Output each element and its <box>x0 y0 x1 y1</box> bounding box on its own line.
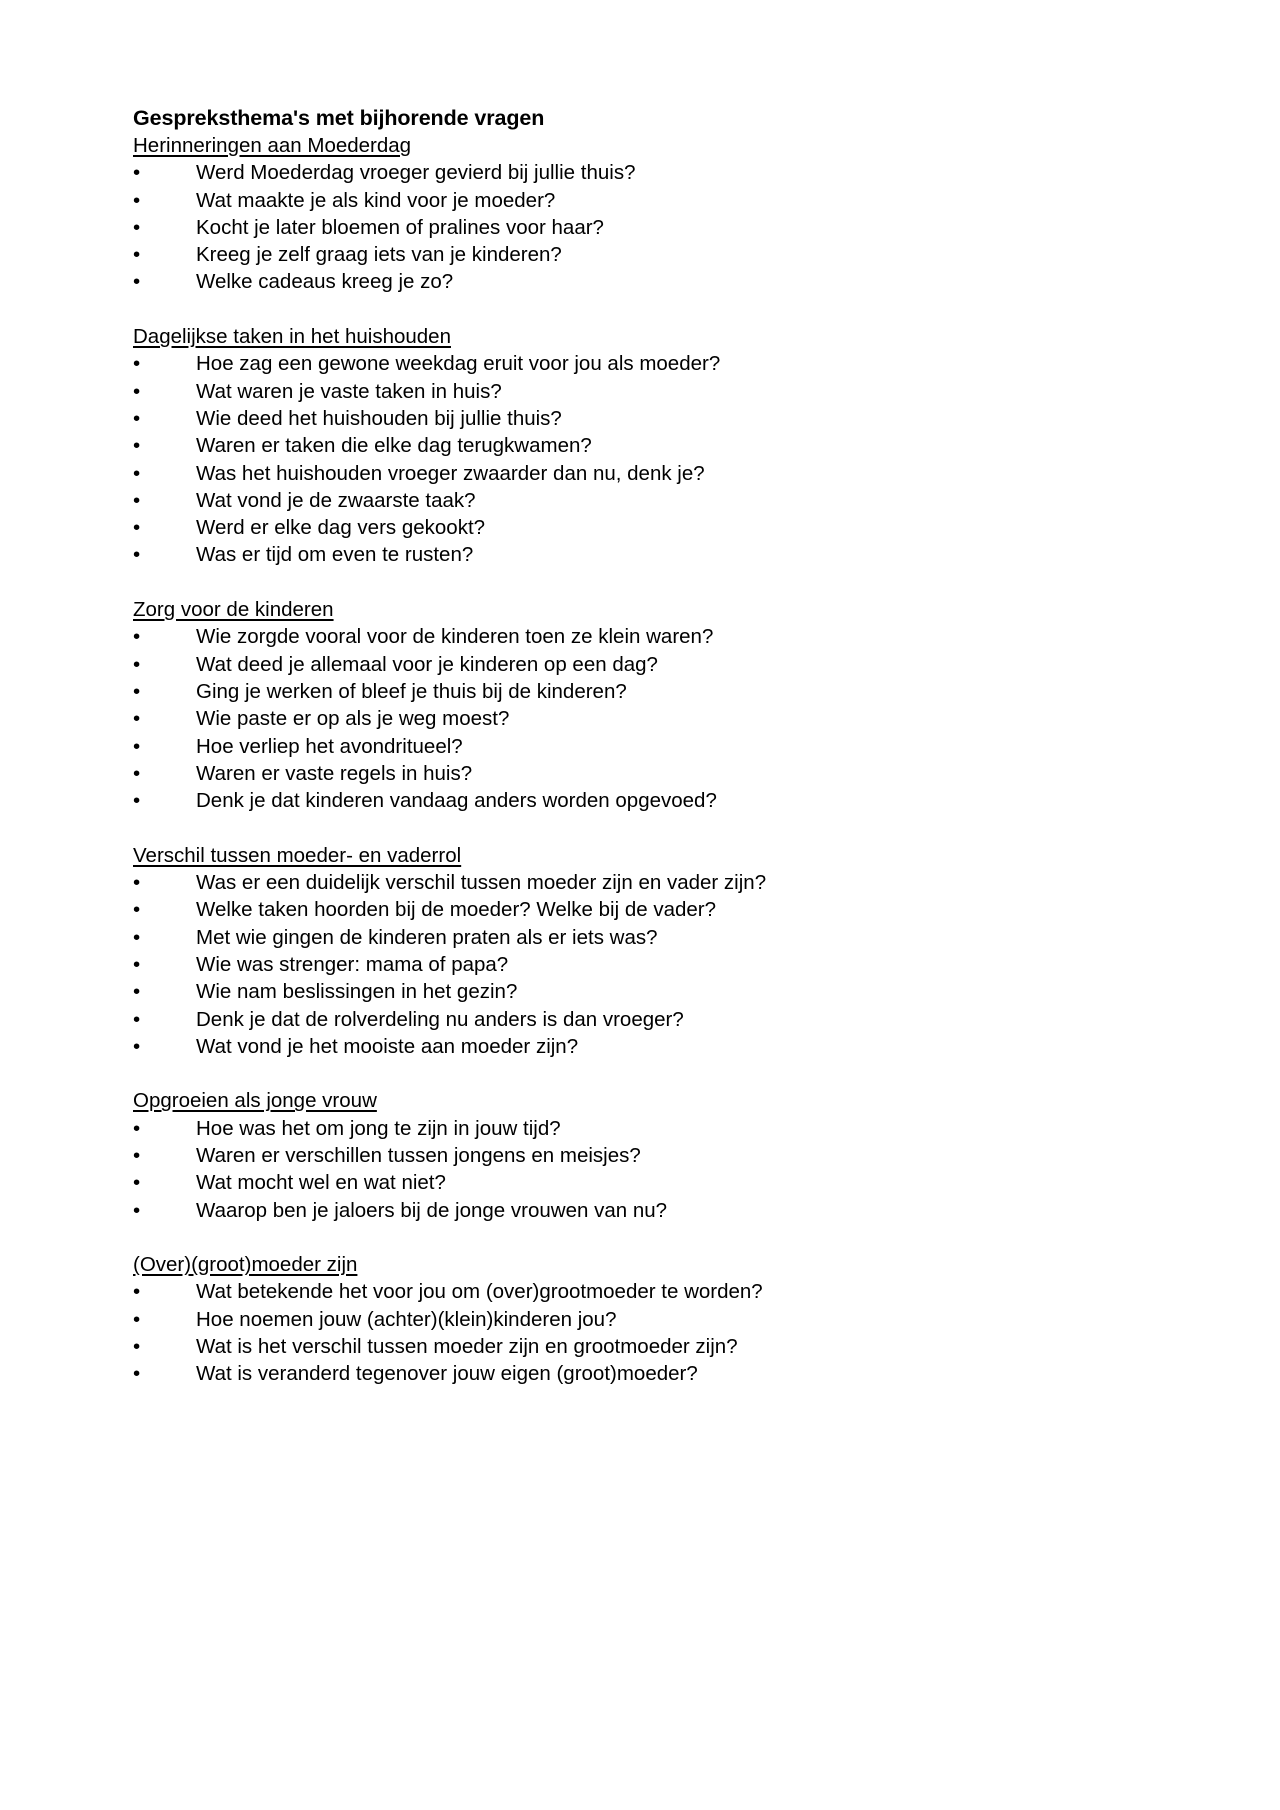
page-title: Gespreksthema's met bijhorende vragen <box>133 106 545 130</box>
list-item <box>133 924 1147 951</box>
bullet-icon: • <box>133 516 141 540</box>
document-section <box>133 1251 1147 1387</box>
list-item <box>133 187 1147 214</box>
section-spacer <box>133 569 1147 596</box>
question-text: Waren er verschillen tussen jongens en meisjes? <box>196 1143 641 1167</box>
question-text: Met wie gingen de kinderen praten als er iets was? <box>196 925 658 949</box>
bullet-icon: • <box>133 352 141 376</box>
question-text: Wat vond je het mooiste aan moeder zijn? <box>196 1034 579 1058</box>
bullet-icon: • <box>133 679 141 703</box>
bullet-icon: • <box>133 488 141 512</box>
list-item <box>133 268 1147 295</box>
list-item <box>133 678 1147 705</box>
list-item <box>133 705 1147 732</box>
bullet-icon: • <box>133 1198 141 1222</box>
list-item <box>133 733 1147 760</box>
section-heading: (Over)(groot)moeder zijn <box>133 1253 358 1277</box>
question-text: Was er een duidelijk verschil tussen moeder zijn en vader zijn? <box>196 871 767 895</box>
question-text: Kocht je later bloemen of pralines voor haar? <box>196 215 604 239</box>
list-item <box>133 378 1147 405</box>
question-text: Ging je werken of bleef je thuis bij de kinderen? <box>196 679 627 703</box>
question-text: Hoe noemen jouw (achter)(klein)kinderen jou? <box>196 1307 617 1331</box>
question-text: Wat mocht wel en wat niet? <box>196 1171 446 1195</box>
question-text: Wie paste er op als je weg moest? <box>196 707 510 731</box>
list-item <box>133 159 1147 186</box>
list-item <box>133 541 1147 568</box>
bullet-icon: • <box>133 1143 141 1167</box>
bullet-icon: • <box>133 215 141 239</box>
bullet-icon: • <box>133 761 141 785</box>
question-text: Welke taken hoorden bij de moeder? Welke bij de vader? <box>196 898 717 922</box>
list-item <box>133 241 1147 268</box>
question-text: Wat betekende het voor jou om (over)grootmoeder te worden? <box>196 1280 763 1304</box>
list-item <box>133 787 1147 814</box>
bullet-icon: • <box>133 925 141 949</box>
bullet-icon: • <box>133 871 141 895</box>
document-section <box>133 596 1147 814</box>
bullet-icon: • <box>133 952 141 976</box>
bullet-icon: • <box>133 898 141 922</box>
section-spacer <box>133 296 1147 323</box>
question-list <box>133 1115 1147 1224</box>
list-item <box>133 214 1147 241</box>
bullet-icon: • <box>133 625 141 649</box>
question-list <box>133 623 1147 814</box>
document-section <box>133 1087 1147 1223</box>
bullet-icon: • <box>133 243 141 267</box>
question-text: Kreeg je zelf graag iets van je kinderen? <box>196 243 562 267</box>
list-item <box>133 1306 1147 1333</box>
question-text: Waren er vaste regels in huis? <box>196 761 473 785</box>
question-text: Hoe was het om jong te zijn in jouw tijd? <box>196 1116 561 1140</box>
section-spacer <box>133 1060 1147 1087</box>
question-text: Hoe zag een gewone weekdag eruit voor jou als moeder? <box>196 352 721 376</box>
list-item <box>133 405 1147 432</box>
bullet-icon: • <box>133 379 141 403</box>
question-list <box>133 1278 1147 1387</box>
question-text: Wie was strenger: mama of papa? <box>196 952 509 976</box>
bullet-icon: • <box>133 188 141 212</box>
list-item <box>133 760 1147 787</box>
section-heading: Verschil tussen moeder- en vaderrol <box>133 843 462 867</box>
bullet-icon: • <box>133 1362 141 1386</box>
question-list <box>133 869 1147 1060</box>
list-item <box>133 1278 1147 1305</box>
bullet-icon: • <box>133 1280 141 1304</box>
question-list <box>133 350 1147 568</box>
question-text: Waarop ben je jaloers bij de jonge vrouwen van nu? <box>196 1198 668 1222</box>
question-text: Wie zorgde vooral voor de kinderen toen ze klein waren? <box>196 625 714 649</box>
question-text: Denk je dat de rolverdeling nu anders is dan vroeger? <box>196 1007 684 1031</box>
list-item <box>133 514 1147 541</box>
bullet-icon: • <box>133 734 141 758</box>
section-heading: Dagelijkse taken in het huishouden <box>133 325 451 349</box>
bullet-icon: • <box>133 1335 141 1359</box>
section-heading: Opgroeien als jonge vrouw <box>133 1089 377 1113</box>
question-text: Waren er taken die elke dag terugkwamen? <box>196 434 592 458</box>
document-section <box>133 132 1147 296</box>
question-text: Werd er elke dag vers gekookt? <box>196 516 486 540</box>
question-text: Was het huishouden vroeger zwaarder dan nu, denk je? <box>196 461 705 485</box>
list-item <box>133 869 1147 896</box>
question-text: Wat deed je allemaal voor je kinderen op een dag? <box>196 652 658 676</box>
list-item <box>133 978 1147 1005</box>
list-item <box>133 1169 1147 1196</box>
list-item <box>133 1006 1147 1033</box>
question-text: Wat vond je de zwaarste taak? <box>196 488 476 512</box>
list-item <box>133 350 1147 377</box>
bullet-icon: • <box>133 789 141 813</box>
bullet-icon: • <box>133 543 141 567</box>
list-item <box>133 432 1147 459</box>
section-spacer <box>133 814 1147 841</box>
bullet-icon: • <box>133 161 141 185</box>
section-heading: Zorg voor de kinderen <box>133 598 334 622</box>
bullet-icon: • <box>133 652 141 676</box>
list-item <box>133 1360 1147 1387</box>
bullet-icon: • <box>133 1307 141 1331</box>
list-item <box>133 951 1147 978</box>
bullet-icon: • <box>133 980 141 1004</box>
question-text: Wat is veranderd tegenover jouw eigen (groot)moeder? <box>196 1362 698 1386</box>
sections-container <box>133 132 1147 1388</box>
question-list <box>133 159 1147 295</box>
bullet-icon: • <box>133 1171 141 1195</box>
list-item <box>133 460 1147 487</box>
bullet-icon: • <box>133 707 141 731</box>
question-text: Wie deed het huishouden bij jullie thuis? <box>196 406 562 430</box>
list-item <box>133 1142 1147 1169</box>
question-text: Welke cadeaus kreeg je zo? <box>196 270 454 294</box>
question-text: Was er tijd om even te rusten? <box>196 543 474 567</box>
list-item <box>133 1033 1147 1060</box>
bullet-icon: • <box>133 1116 141 1140</box>
bullet-icon: • <box>133 1034 141 1058</box>
list-item <box>133 1197 1147 1224</box>
list-item <box>133 1115 1147 1142</box>
bullet-icon: • <box>133 406 141 430</box>
section-spacer <box>133 1224 1147 1251</box>
list-item <box>133 1333 1147 1360</box>
bullet-icon: • <box>133 1007 141 1031</box>
bullet-icon: • <box>133 434 141 458</box>
bullet-icon: • <box>133 461 141 485</box>
bullet-icon: • <box>133 270 141 294</box>
question-text: Werd Moederdag vroeger gevierd bij jullie thuis? <box>196 161 636 185</box>
question-text: Denk je dat kinderen vandaag anders worden opgevoed? <box>196 789 717 813</box>
list-item <box>133 896 1147 923</box>
question-text: Wie nam beslissingen in het gezin? <box>196 980 518 1004</box>
document-body <box>133 105 1147 1388</box>
question-text: Wat is het verschil tussen moeder zijn en grootmoeder zijn? <box>196 1335 738 1359</box>
document-section <box>133 323 1147 569</box>
list-item <box>133 487 1147 514</box>
document-section <box>133 842 1147 1060</box>
list-item <box>133 651 1147 678</box>
list-item <box>133 623 1147 650</box>
question-text: Wat waren je vaste taken in huis? <box>196 379 502 403</box>
question-text: Wat maakte je als kind voor je moeder? <box>196 188 556 212</box>
section-heading: Herinneringen aan Moederdag <box>133 134 412 157</box>
question-text: Hoe verliep het avondritueel? <box>196 734 463 758</box>
